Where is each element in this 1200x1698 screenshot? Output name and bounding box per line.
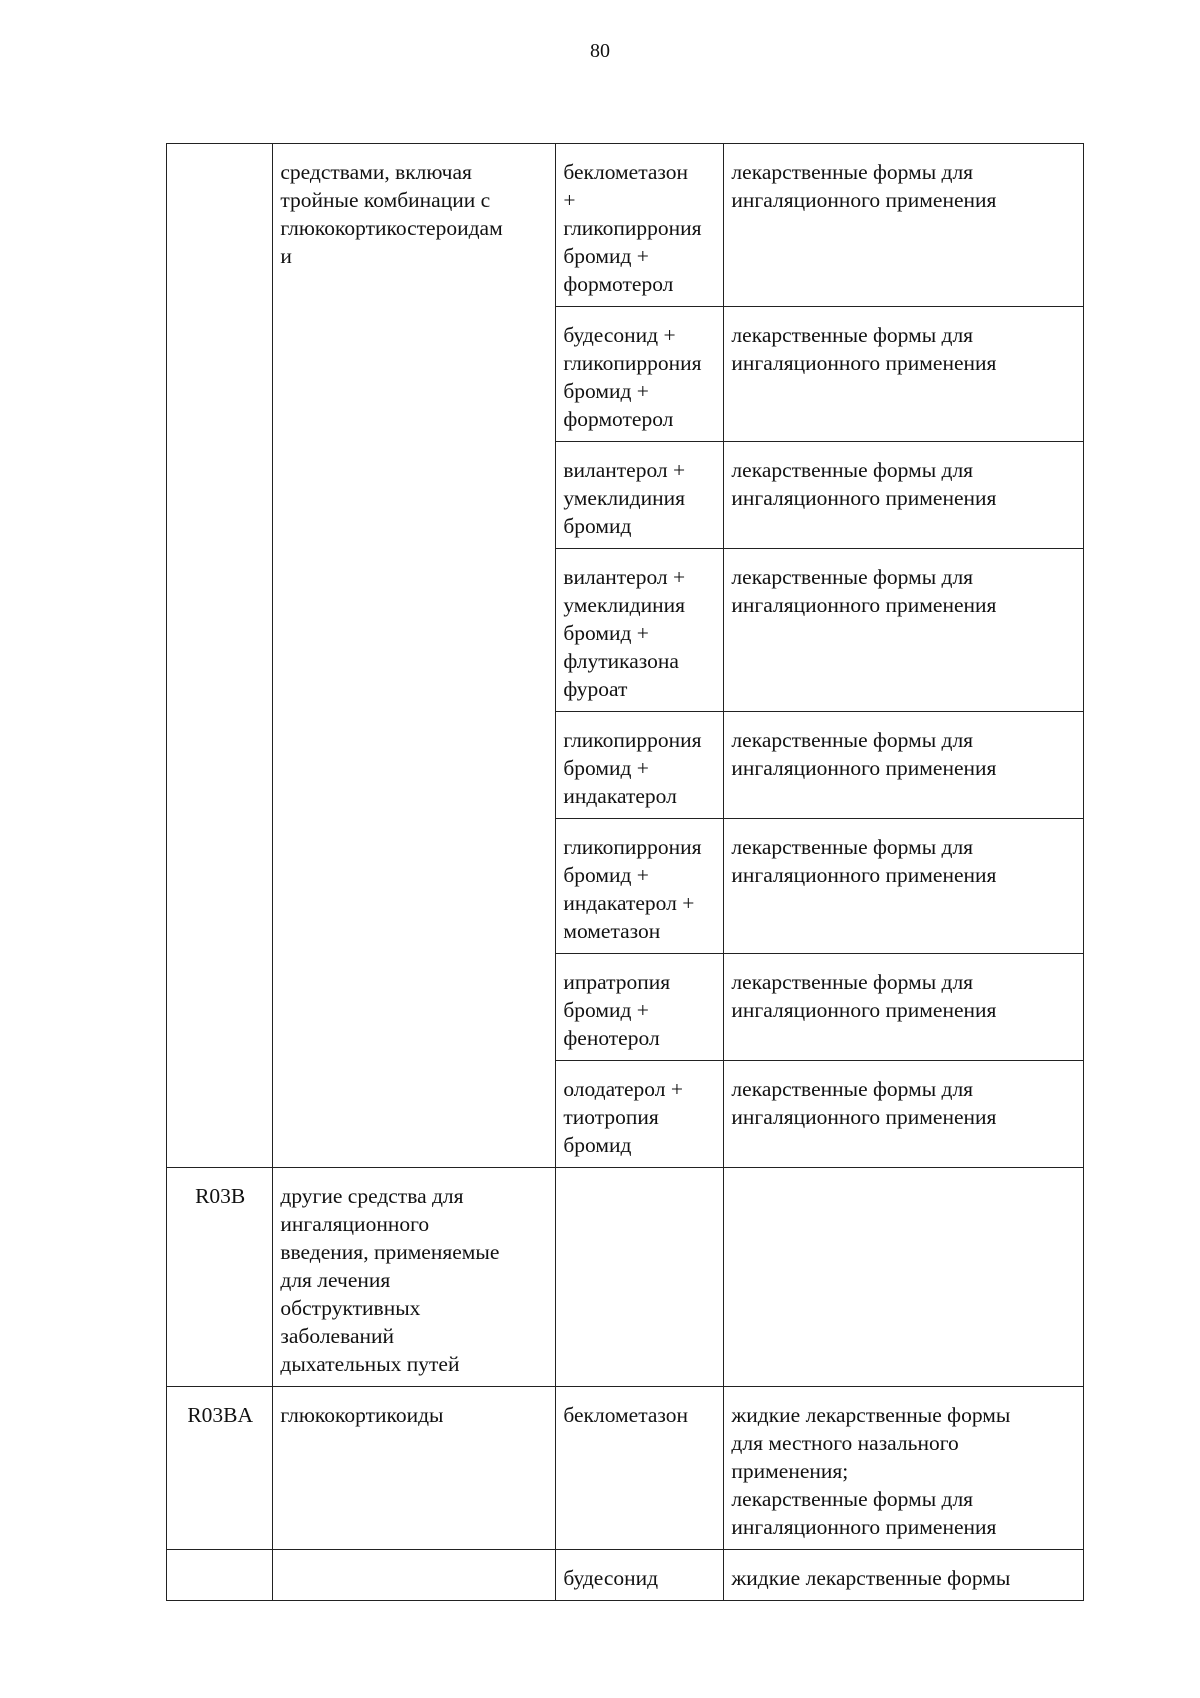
group-description-cell (273, 1168, 556, 1387)
drug-name: олодатерол + тиотропия бромид (563, 1077, 683, 1157)
drug-name: беклометазон (563, 1403, 689, 1427)
dosage-form: лекарственные формы для ингаляционного применения (731, 1077, 997, 1129)
group-description-cell (273, 1387, 556, 1550)
atc-code-cell (167, 144, 273, 1168)
dosage-form: лекарственные формы для ингаляционного применения (731, 565, 997, 617)
drug-name: будесонид (563, 1566, 659, 1590)
group-description: средствами, включая тройные комбинации с глюкокортикостероидам и (280, 160, 503, 268)
drug-name: вилантерол + умеклидиния бромид + флутиказона фуроат (563, 565, 686, 701)
atc-code-cell (167, 1168, 273, 1387)
drug-table (166, 143, 1084, 1601)
drug-name-cell (556, 144, 724, 307)
drug-name: вилантерол + умеклидиния бромид (563, 458, 686, 538)
page-number: 80 (590, 40, 610, 62)
group-description: другие средства для ингаляционного введения, применяемые для лечения обструктивных заболеваний дыхательных путей (280, 1184, 500, 1376)
drug-name-cell (556, 954, 724, 1061)
dosage-form: жидкие лекарственные формы для местного назального применения; лекарственные формы для ингаляционного применения (731, 1403, 1011, 1539)
table-row (167, 1387, 1084, 1550)
dosage-form: лекарственные формы для ингаляционного применения (731, 160, 997, 212)
atc-code: R03B (195, 1184, 246, 1208)
drug-name: гликопиррония бромид + индакатерол (563, 728, 702, 808)
dosage-form-cell (724, 549, 1084, 712)
group-description-cell (273, 1550, 556, 1601)
dosage-form-cell (724, 1168, 1084, 1387)
dosage-form-cell (724, 1387, 1084, 1550)
drug-name-cell (556, 819, 724, 954)
drug-name-cell (556, 1550, 724, 1601)
dosage-form-cell (724, 1061, 1084, 1168)
dosage-form: лекарственные формы для ингаляционного применения (731, 458, 997, 510)
drug-name-cell (556, 712, 724, 819)
group-description: глюкокортикоиды (280, 1403, 444, 1427)
drug-name-cell (556, 1061, 724, 1168)
dosage-form: лекарственные формы для ингаляционного применения (731, 728, 997, 780)
dosage-form-cell (724, 819, 1084, 954)
drug-name: ипратропия бромид + фенотерол (563, 970, 671, 1050)
atc-code-cell (167, 1387, 273, 1550)
dosage-form: лекарственные формы для ингаляционного применения (731, 835, 997, 887)
dosage-form-cell (724, 307, 1084, 442)
dosage-form: лекарственные формы для ингаляционного применения (731, 323, 997, 375)
dosage-form-cell (724, 442, 1084, 549)
drug-name-cell (556, 442, 724, 549)
dosage-form-cell (724, 712, 1084, 819)
dosage-form-cell (724, 1550, 1084, 1601)
drug-name-cell (556, 1387, 724, 1550)
dosage-form: лекарственные формы для ингаляционного применения (731, 970, 997, 1022)
atc-code-cell (167, 1550, 273, 1601)
dosage-form-cell (724, 954, 1084, 1061)
table-row (167, 144, 1084, 307)
drug-name-cell (556, 1168, 724, 1387)
atc-code: R03BA (187, 1403, 254, 1427)
drug-name: будесонид + гликопиррония бромид + формотерол (563, 323, 702, 431)
table-row (167, 1550, 1084, 1601)
group-description-cell (273, 144, 556, 1168)
table-row (167, 1168, 1084, 1387)
drug-name-cell (556, 549, 724, 712)
dosage-form-cell (724, 144, 1084, 307)
drug-name: беклометазон + гликопиррония бромид + формотерол (563, 160, 702, 296)
drug-name-cell (556, 307, 724, 442)
drug-name: гликопиррония бромид + индакатерол + мометазон (563, 835, 702, 943)
dosage-form: жидкие лекарственные формы (731, 1566, 1011, 1590)
